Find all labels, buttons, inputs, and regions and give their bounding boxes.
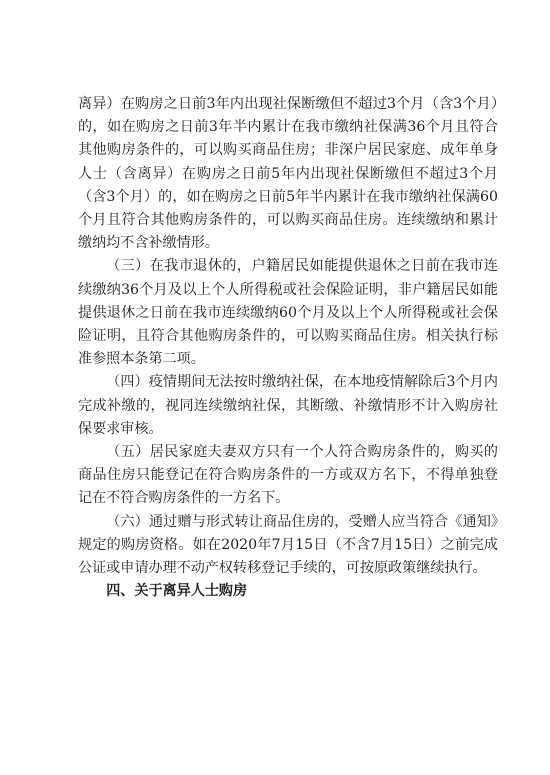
paragraph-item-3-retirement: （三）在我市退休的，户籍居民如能提供退休之日前在我市连续缴纳36个月及以上个人所得税或社会保险证明，非户籍居民如能提供退休之日前在我市连续缴纳60个月及以上个人所得税或社会保险证明，且符合其他购房条件的，可以购买商品住房。相关执行标准参照本条第二项。 [78,258,498,368]
document-body [78,93,498,603]
paragraph-item-6-gift: （六）通过赠与形式转让商品住房的，受赠人应当符合《通知》规定的购房资格。如在2020年7月15日（不含7月15日）之前完成公证或申请办理不动产权转移登记手续的，可按原政策继续执行。 [78,513,498,577]
paragraph-item-5-couple: （五）居民家庭夫妻双方只有一个人符合购房条件的，购买的商品住房只能登记在符合购房条件的一方或双方名下，不得单独登记在不符合购房条件的一方名下。 [78,444,498,507]
paragraph-item-4-pandemic: （四）疫情期间无法按时缴纳社保，在本地疫情解除后3个月内完成补缴的，视同连续缴纳社保，其断缴、补缴情形不计入购房社保要求审核。 [78,374,498,437]
section-heading: 四、关于离异人士购房 [106,583,248,600]
paragraph-continuation: 离异）在购房之日前3年内出现社保断缴但不超过3个月（含3个月）的，如在购房之日前3年半内累计在我市缴纳社保满36个月且符合其他购房条件的，可以购买商品住房；非深户居民家庭、成年单身人士（含离异）在购房之日前5年内出现社保断缴但不超过3个月（含3个月）的，如在购房之日前5年半内累计在我市缴纳社保满60个月且符合其他购房条件的，可以购买商品住房。连续缴纳和累计缴纳均不含补缴情形。 [78,96,498,252]
